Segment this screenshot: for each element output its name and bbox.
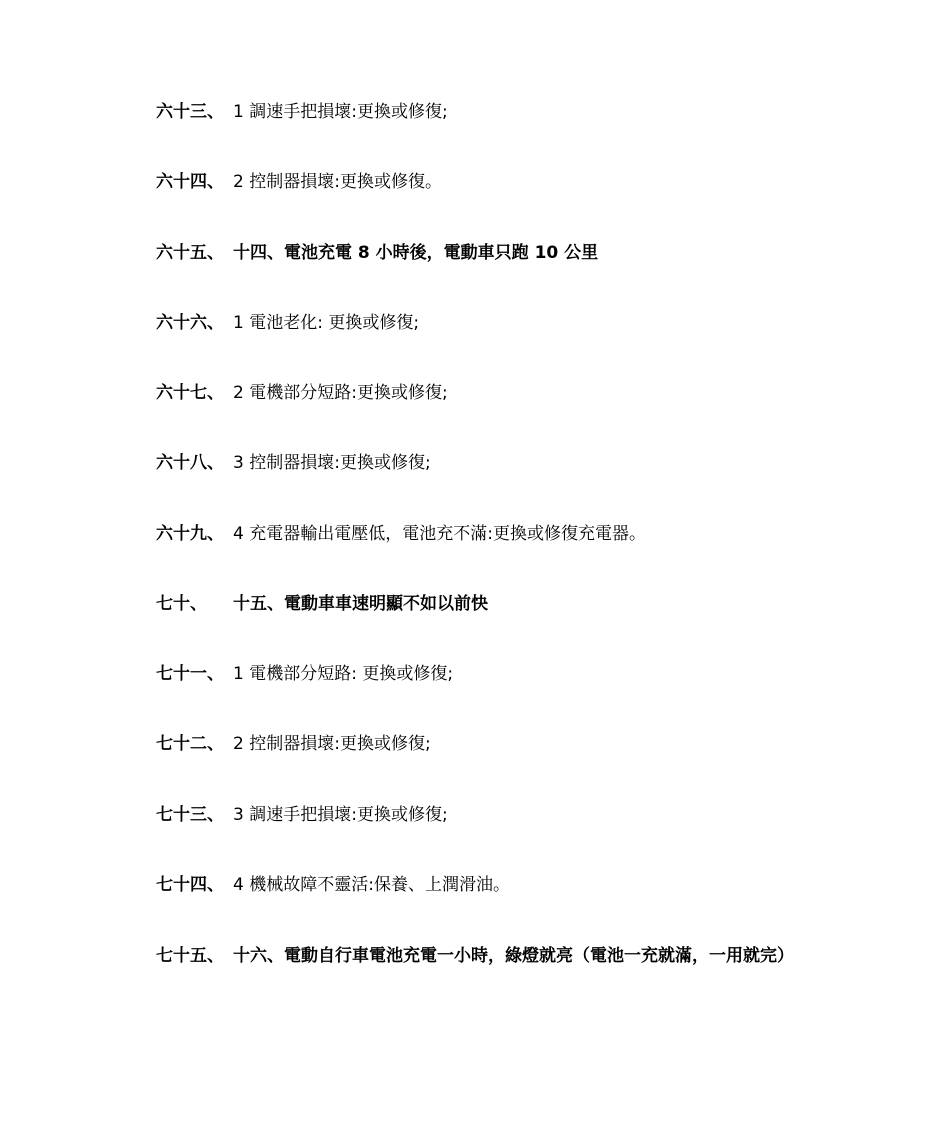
- item-text: 2 電機部分短路:更換或修復;: [233, 383, 448, 403]
- item-number: 七十五、: [156, 946, 224, 966]
- item-text: 1 調速手把損壞:更換或修復;: [233, 102, 448, 122]
- list-item: [156, 97, 916, 127]
- item-text: 十五、電動車車速明顯不如以前快: [233, 594, 488, 614]
- item-number: 七十二、: [156, 734, 224, 754]
- item-number: 七十四、: [156, 875, 224, 895]
- item-text: 4 機械故障不靈活:保養、上潤滑油。: [233, 875, 510, 895]
- item-text: 3 調速手把損壞:更換或修復;: [233, 805, 448, 825]
- section-heading: [156, 589, 916, 619]
- section-heading: [156, 941, 916, 971]
- item-number: 六十七、: [156, 383, 224, 403]
- item-text: 十六、電動自行車電池充電一小時，綠燈就亮（電池一充就滿，一用就完）: [233, 946, 794, 966]
- item-text: 2 控制器損壞:更換或修復;: [233, 734, 431, 754]
- list-item: [156, 800, 916, 830]
- item-number: 七十、: [156, 594, 207, 614]
- section-heading: [156, 238, 916, 268]
- list-item: [156, 308, 916, 338]
- item-number: 七十三、: [156, 805, 224, 825]
- item-number: 六十九、: [156, 524, 224, 544]
- list-item: [156, 167, 916, 197]
- list-item: [156, 729, 916, 759]
- list-item: [156, 659, 916, 689]
- item-text: 2 控制器損壞:更換或修復。: [233, 172, 442, 192]
- list-item: [156, 448, 916, 478]
- item-number: 六十五、: [156, 243, 224, 263]
- item-text: 3 控制器損壞:更換或修復;: [233, 453, 431, 473]
- item-text: 4 充電器輸出電壓低，電池充不滿:更換或修復充電器。: [233, 524, 646, 544]
- item-number: 六十八、: [156, 453, 224, 473]
- list-item: [156, 519, 916, 549]
- item-text: 1 電池老化: 更換或修復;: [233, 313, 420, 333]
- item-number: 七十一、: [156, 664, 224, 684]
- list-item: [156, 378, 916, 408]
- list-item: [156, 870, 916, 900]
- item-number: 六十三、: [156, 102, 224, 122]
- item-text: 1 電機部分短路: 更換或修復;: [233, 664, 454, 684]
- item-number: 六十六、: [156, 313, 224, 333]
- item-text: 十四、電池充電 8 小時後，電動車只跑 10 公里: [233, 243, 599, 263]
- item-number: 六十四、: [156, 172, 224, 192]
